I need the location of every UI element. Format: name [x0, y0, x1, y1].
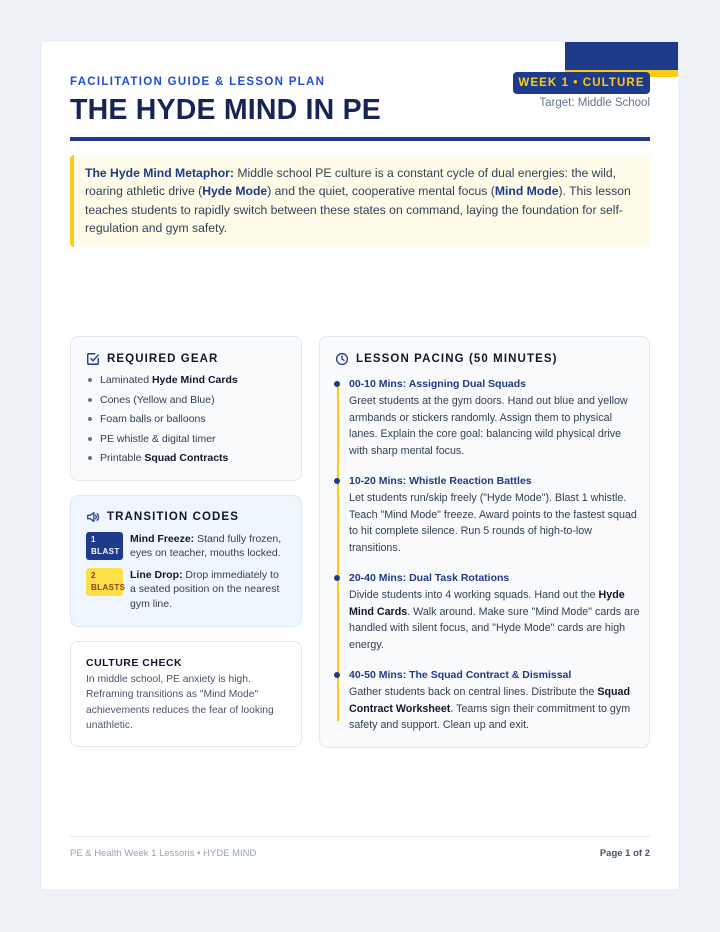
metaphor-text: ) and the quiet, cooperative mental focus ( — [267, 184, 495, 199]
title-divider — [70, 137, 650, 141]
pacing-heading — [335, 352, 558, 366]
step-text-part: Greet students at the gym doors. Hand out blue and yellow armbands or stickers randomly. Assign them to physical lanes. Explain the core goal: balancing wild physical drive with sharp mental focus. — [349, 395, 628, 457]
gear-heading-label: REQUIRED GEAR — [107, 353, 219, 365]
step-text-part: . Walk around. Make sure "Mind Mode" cards are handled with silent focus, and "Hyde Mode" cards are high energy. — [349, 605, 640, 651]
transition-codes-card — [70, 495, 302, 627]
list-item — [100, 451, 238, 471]
lesson-pacing-card — [319, 336, 650, 748]
step-text — [349, 490, 641, 556]
pacing-step — [349, 668, 641, 734]
pacing-step — [349, 474, 641, 556]
badge-unit: BLASTS — [91, 583, 126, 592]
item-bold: Squad Contracts — [144, 452, 229, 465]
required-gear-card — [70, 336, 302, 481]
step-text — [349, 587, 641, 653]
list-item — [100, 412, 238, 432]
step-title: 40-50 Mins: The Squad Contract & Dismissal — [349, 669, 572, 681]
speaker-icon — [86, 510, 100, 524]
badge-unit: BLAST — [91, 547, 120, 556]
code-name: Mind Freeze: — [130, 533, 195, 545]
footer-divider — [70, 836, 650, 837]
culture-heading: CULTURE CHECK — [86, 657, 183, 669]
item-text: Laminated — [100, 374, 152, 386]
step-text-bold: Hyde Mind Cards — [349, 589, 625, 618]
metaphor-text: ). This lesson teaches students to rapidly switch between these states on command, laying the foundation for self-regulation and gym safety. — [85, 184, 631, 235]
mind-mode-term: Mind Mode — [494, 184, 559, 199]
step-text — [349, 393, 641, 459]
code-description — [130, 568, 285, 611]
pacing-step — [349, 571, 641, 653]
hyde-mode-term: Hyde Mode — [202, 184, 268, 199]
badge-number: 2 — [91, 571, 96, 580]
metaphor-text: Middle school PE culture is a constant cycle of dual energies: the wild, roaring athletic drive ( — [85, 166, 617, 199]
footer-doc-label: PE & Health Week 1 Lessons • HYDE MIND — [70, 848, 257, 859]
pacing-heading-label: LESSON PACING (50 MINUTES) — [356, 353, 558, 365]
culture-check-card — [70, 641, 302, 747]
list-item — [100, 373, 238, 393]
transition-heading-label: TRANSITION CODES — [107, 511, 239, 523]
step-title: 20-40 Mins: Dual Task Rotations — [349, 572, 510, 584]
list-item — [100, 432, 238, 452]
whistle-count-badge — [86, 532, 123, 560]
code-desc: Drop immediately to a seated position on the nearest gym line. — [130, 569, 280, 610]
item-text: Printable — [100, 452, 145, 465]
metaphor-label: The Hyde Mind Metaphor: — [85, 166, 234, 180]
step-text-part: Let students run/skip freely ("Hyde Mode"). Blast 1 whistle. Teach "Mind Mode" freeze. Award points to the fastest squad to hit complete silence. Run 5 rounds of high-to-low transitions. — [349, 492, 637, 554]
checkbox-icon — [86, 352, 100, 366]
item-bold: Hyde Mind Cards — [151, 374, 238, 386]
code-description — [130, 532, 290, 561]
step-title: 00-10 Mins: Assigning Dual Squads — [349, 378, 526, 390]
transition-heading — [86, 510, 239, 524]
doc-kicker: FACILITATION GUIDE & LESSON PLAN — [70, 76, 326, 88]
gear-heading — [86, 352, 218, 366]
step-text-bold: Squad Contract Worksheet — [349, 686, 630, 715]
lesson-plan-page — [42, 42, 678, 889]
week-badge: WEEK 1 • CULTURE — [513, 72, 650, 94]
target-audience: Target: Middle School — [539, 97, 650, 109]
step-text-part: Divide students into 4 working squads. Hand out the — [349, 589, 599, 601]
step-title: 10-20 Mins: Whistle Reaction Battles — [349, 475, 532, 487]
pacing-step — [349, 377, 641, 459]
metaphor-callout — [70, 155, 650, 247]
step-text — [349, 684, 641, 734]
corner-flag — [565, 42, 678, 70]
item-text: Cones (Yellow and Blue) — [100, 393, 215, 406]
page-title: THE HYDE MIND IN PE — [70, 94, 381, 126]
culture-text: In middle school, PE anxiety is high. Reframing transitions as "Mind Mode" achievements reduces the fear of looking unathletic. — [86, 674, 274, 731]
step-text-part: . Teams sign their commitment to gym safety and support. Clean up and exit. — [349, 702, 631, 732]
badge-number: 1 — [91, 535, 96, 544]
clock-icon — [335, 352, 349, 366]
code-name: Line Drop: — [130, 569, 183, 581]
timeline-line — [337, 381, 339, 721]
transition-code — [86, 532, 290, 561]
list-item — [100, 393, 238, 413]
gear-list — [100, 373, 238, 471]
item-text: Foam balls or balloons — [100, 413, 206, 426]
page-number: Page 1 of 2 — [599, 848, 650, 859]
transition-code — [86, 568, 285, 611]
item-text: PE whistle & digital timer — [100, 432, 216, 445]
step-text-part: Gather students back on central lines. Distribute the — [349, 686, 598, 698]
code-desc: Stand fully frozen, eyes on teacher, mouths locked. — [130, 533, 282, 560]
whistle-count-badge — [86, 568, 126, 596]
